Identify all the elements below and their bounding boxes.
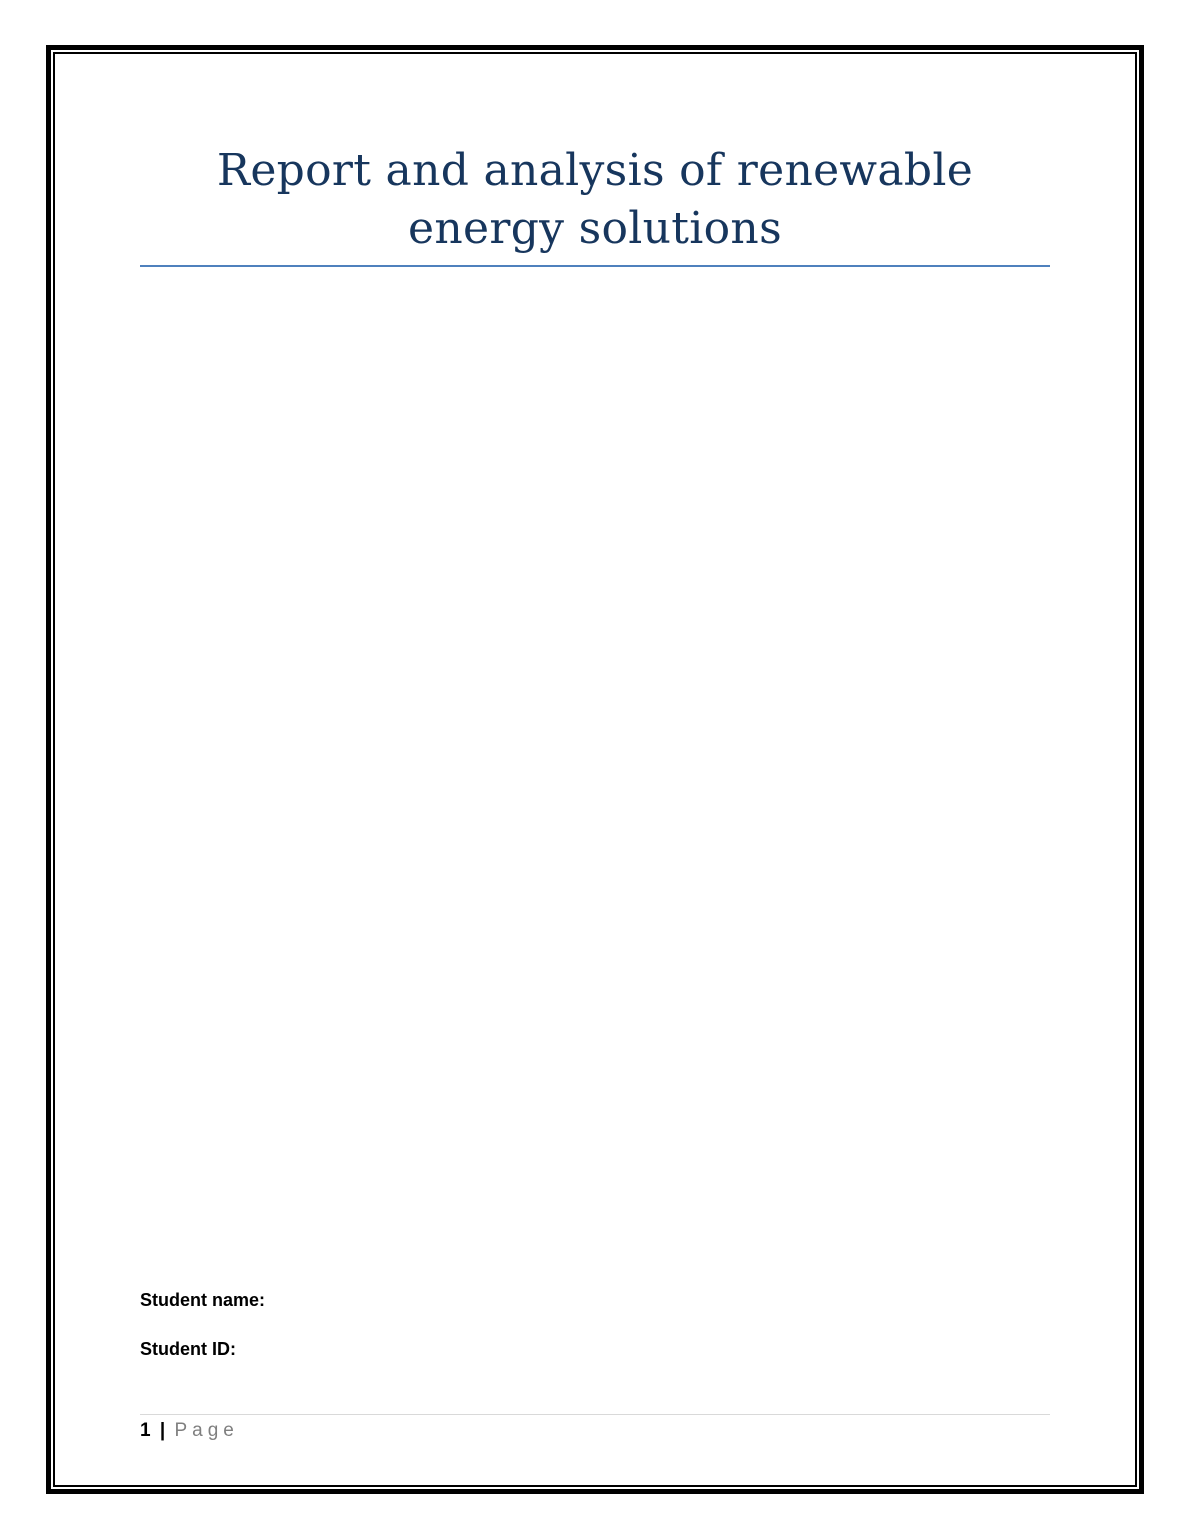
page-footer bbox=[140, 1420, 239, 1442]
document-title: Report and analysis of renewable energy solutions bbox=[216, 145, 974, 254]
student-id-label: Student ID: bbox=[140, 1339, 236, 1359]
page-word: Page bbox=[174, 1420, 239, 1441]
page-number: 1 bbox=[140, 1420, 151, 1441]
footer-divider bbox=[140, 1414, 1050, 1415]
title-underline bbox=[140, 265, 1050, 267]
footer-separator: | bbox=[159, 1420, 166, 1441]
page-border-inner bbox=[53, 52, 1137, 1487]
student-name-label: Student name: bbox=[140, 1290, 266, 1310]
